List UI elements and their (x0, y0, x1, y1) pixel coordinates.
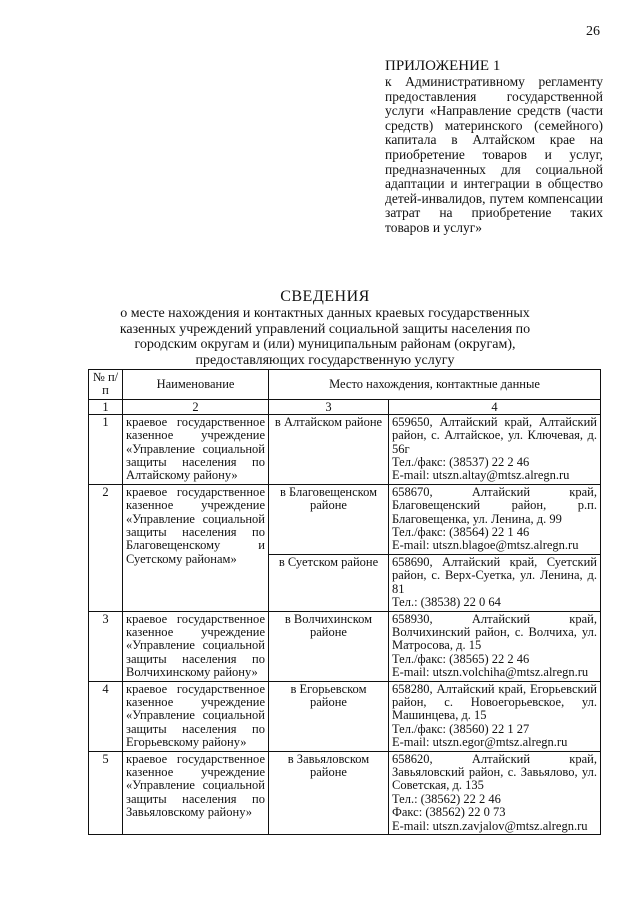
table-row (89, 751, 601, 834)
contact-line: E-mail: utszn.egor@mtsz.alregn.ru (392, 735, 568, 750)
district-name: в Благовещенском районе (269, 484, 389, 554)
contact-line: 658620, Алтайский край, Завьяловский район, с. Завьялово, ул. Советская, д. 135 (392, 751, 597, 793)
institution-name: краевое государственное казенное учреждение «Управление социальной защиты населения по Алтайскому району» (123, 414, 269, 484)
table-row (89, 414, 601, 484)
column-number: 2 (123, 399, 269, 414)
contact-line: Факс: (38562) 22 0 73 (392, 805, 506, 820)
contact-details (389, 484, 601, 554)
district-name: в Суетском районе (269, 554, 389, 611)
table-row (89, 484, 601, 554)
contact-line: Тел./факс: (38564) 22 1 46 (392, 525, 530, 540)
table-row (89, 681, 601, 751)
contact-line: 658280, Алтайский край, Егорьевский район, с. Новоегорьевское, ул. Машинцева, д. 15 (392, 681, 597, 723)
row-number: 4 (89, 681, 123, 751)
table-header-row (89, 370, 601, 400)
contact-line: E-mail: utszn.blagoe@mtsz.alregn.ru (392, 538, 579, 553)
contact-line: Тел./факс: (38560) 22 1 27 (392, 721, 530, 736)
contact-line: 659650, Алтайский край, Алтайский район, с. Алтайское, ул. Ключевая, д. 56г (392, 414, 597, 456)
contact-line: Тел./факс: (38565) 22 2 46 (392, 651, 530, 666)
header-location: Место нахождения, контактные данные (269, 370, 601, 400)
page-number: 26 (586, 24, 600, 39)
institution-name: краевое государственное казенное учреждение «Управление социальной защиты населения по Благовещенскому и Суетскому районам» (123, 484, 269, 611)
heading-title: СВЕДЕНИЯ (280, 288, 370, 305)
appendix-block (385, 58, 603, 236)
contact-details (389, 414, 601, 484)
document-heading (95, 288, 555, 368)
contact-line: Тел./факс: (38537) 22 2 46 (392, 455, 530, 470)
contacts-table (88, 369, 601, 835)
contact-line: 658670, Алтайский край, Благовещенский район, р.п. Благовещенка, ул. Ленина, д. 99 (392, 484, 597, 526)
row-number: 2 (89, 484, 123, 611)
contact-details (389, 681, 601, 751)
contact-line: E-mail: utszn.altay@mtsz.alregn.ru (392, 468, 570, 483)
header-num: № п/п (89, 370, 123, 400)
district-name: в Егорьевском районе (269, 681, 389, 751)
contact-line: E-mail: utszn.zavjalov@mtsz.alregn.ru (392, 818, 588, 833)
column-number-row (89, 399, 601, 414)
column-number: 3 (269, 399, 389, 414)
contact-details (389, 751, 601, 834)
heading-subtitle: о месте нахождения и контактных данных краевых государственных казенных учреждений управлений социальной защиты населения по городским округам и (или) муниципальным районам (округам), предоставляющих государственную услугу (119, 306, 531, 368)
institution-name: краевое государственное казенное учреждение «Управление социальной защиты населения по Егорьевскому району» (123, 681, 269, 751)
column-number: 4 (389, 399, 601, 414)
contact-details (389, 611, 601, 681)
row-number: 3 (89, 611, 123, 681)
appendix-text: к Административному регламенту предоставления государственной услуги «Направление средств (части средств) материнского (семейного) капитала в Алтайском крае на приобретение товаров и услуг, предназначенных для социальной адаптации и интеграции в общество детей-инвалидов, путем компенсации затрат на приобретение таких товаров и услуг» (385, 74, 603, 235)
contact-line: E-mail: utszn.volchiha@mtsz.alregn.ru (392, 665, 589, 680)
district-name: в Волчихинском районе (269, 611, 389, 681)
contact-line: 658930, Алтайский край, Волчихинский район, с. Волчиха, ул. Матросова, д. 15 (392, 611, 597, 653)
district-name: в Завьяловском районе (269, 751, 389, 834)
table-body (89, 414, 601, 834)
contact-line: Тел.: (38538) 22 0 64 (392, 595, 501, 610)
row-number: 5 (89, 751, 123, 834)
column-number: 1 (89, 399, 123, 414)
institution-name: краевое государственное казенное учреждение «Управление социальной защиты населения по Завьяловскому району» (123, 751, 269, 834)
appendix-title: ПРИЛОЖЕНИЕ 1 (385, 58, 501, 74)
institution-name: краевое государственное казенное учреждение «Управление социальной защиты населения по Волчихинскому району» (123, 611, 269, 681)
contact-line: Тел.: (38562) 22 2 46 (392, 791, 501, 806)
header-name: Наименование (123, 370, 269, 400)
row-number: 1 (89, 414, 123, 484)
contact-line: 658690, Алтайский край, Суетский район, с. Верх-Суетка, ул. Ленина, д. 81 (392, 554, 597, 596)
district-name: в Алтайском районе (269, 414, 389, 484)
table-row (89, 611, 601, 681)
contact-details (389, 554, 601, 611)
